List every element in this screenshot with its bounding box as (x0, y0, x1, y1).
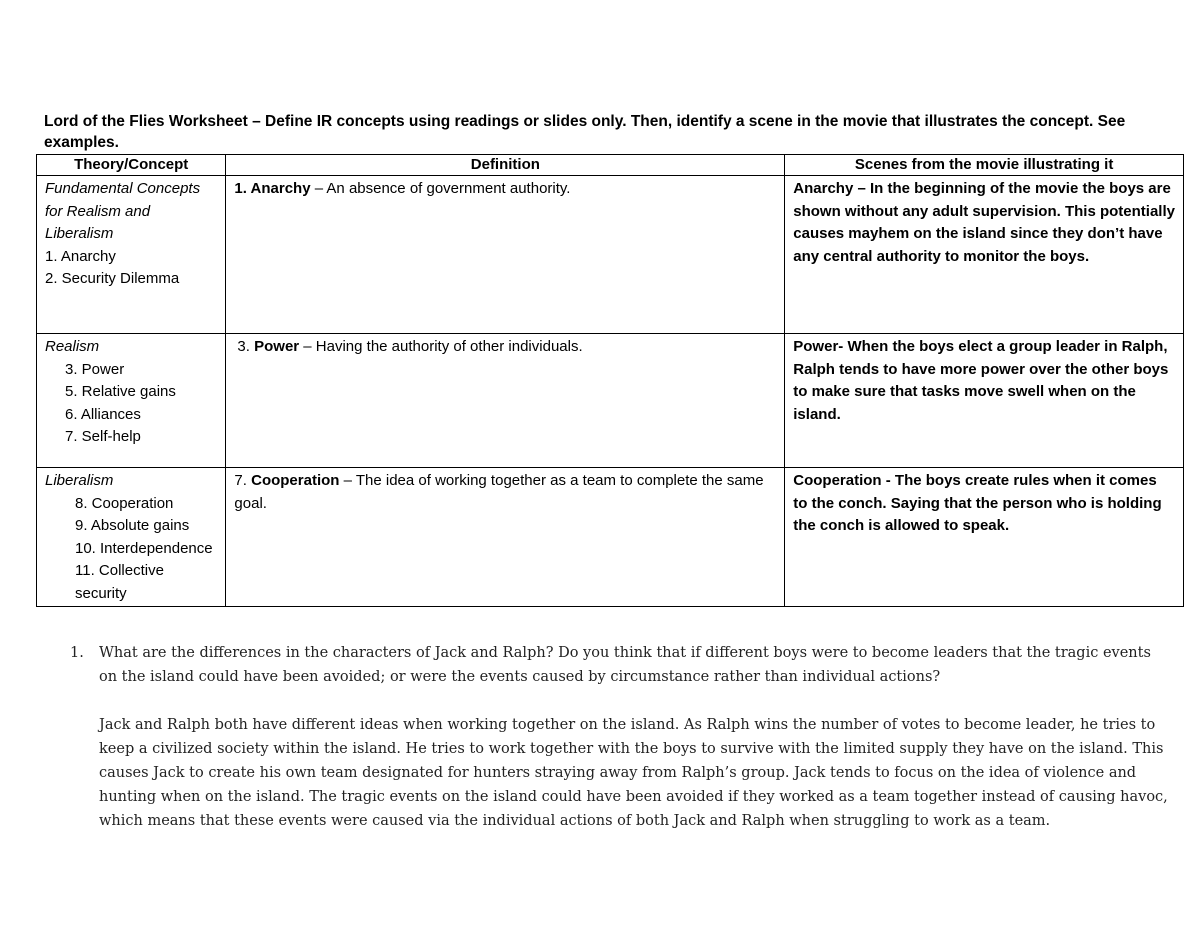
definition-text: – The idea of working together as a team to complete the same goal. (234, 472, 764, 512)
table-row (37, 468, 1184, 607)
scene-text: The boys create rules when it comes to the conch. Saying that the person who is holding the conch is allowed to speak. (793, 472, 1162, 534)
scene-term: Anarchy – (793, 180, 870, 197)
header-definition: Definition (226, 155, 785, 176)
theory-item: 9. Absolute gains (75, 517, 190, 534)
concept-table (36, 154, 1184, 607)
theory-item: 7. Self-help (65, 428, 141, 445)
definition-cell (226, 334, 785, 468)
theory-heading: Liberalism (45, 472, 114, 489)
header-scenes: Scenes from the movie illustrating it (785, 155, 1184, 176)
question-block (70, 641, 1170, 833)
definition-term: Cooperation (251, 472, 340, 489)
theory-item: 10. Interdependence (75, 539, 213, 557)
theory-item: 2. Security Dilemma (45, 270, 180, 287)
theory-item: 11. Collective security (75, 562, 164, 602)
scene-cell (785, 176, 1184, 334)
scene-term: Power- (793, 338, 844, 355)
theory-item: 5. Relative gains (65, 383, 176, 400)
theory-item: 3. Power (65, 360, 125, 378)
theory-cell (37, 176, 226, 334)
theory-heading: Fundamental Concepts for Realism and Liberalism (45, 180, 201, 242)
table-row (37, 334, 1184, 468)
table-header-row (37, 155, 1184, 176)
question-number: 1. (70, 645, 84, 661)
table-row (37, 176, 1184, 334)
question-text: What are the differences in the characters of Jack and Ralph? Do you think that if different boys were to become leaders that the tragic events on the island could have been avoided; or were the events caused by circumstance rather than individual actions? (99, 645, 1151, 685)
header-theory: Theory/Concept (37, 155, 226, 176)
definition-cell (226, 176, 785, 334)
answer-text: Jack and Ralph both have different ideas when working together on the island. As Ralph wins the number of votes to become leader, he tries to keep a civilized society within the island. He tries to work together with the boys to survive with the limited supply they have on the island. This causes Jack to create his own team designated for hunters straying away from Ralph’s group. Jack tends to focus on the idea of violence and hunting when on the island. The tragic events on the island could have been avoided if they worked as a team together instead of causing havoc, which means that these events were caused via the individual actions of both Jack and Ralph when struggling to work as a team. (99, 717, 1168, 829)
worksheet-title: Lord of the Flies Worksheet – Define IR concepts using readings or slides only. Then, identify a scene in the movie that illustrates the concept. See examples. (44, 113, 1126, 151)
theory-item: 8. Cooperation (75, 494, 174, 512)
scene-cell (785, 334, 1184, 468)
definition-prefix: 7. (234, 472, 252, 489)
scene-term: Cooperation - (793, 472, 891, 489)
theory-cell (37, 334, 226, 468)
definition-text: – Having the authority of other individuals. (299, 338, 583, 355)
theory-item: 6. Alliances (65, 405, 141, 423)
definition-prefix: 3. (237, 338, 255, 355)
definition-text: – An absence of government authority. (310, 180, 571, 197)
scene-text: When the boys elect a group leader in Ralph, Ralph tends to have more power over the other boys to make sure that tasks move swell when on the island. (793, 338, 1169, 423)
definition-cell (226, 468, 785, 607)
scene-cell (785, 468, 1184, 607)
theory-heading: Realism (45, 338, 100, 355)
definition-term: 1. Anarchy (234, 180, 311, 197)
definition-term: Power (254, 338, 300, 355)
scene-text: In the beginning of the movie the boys are shown without any adult supervision. This potentially causes mayhem on the island since they don’t have any central authority to monitor the boys. (793, 180, 1175, 265)
theory-cell (37, 468, 226, 607)
theory-item: 1. Anarchy (45, 247, 116, 265)
